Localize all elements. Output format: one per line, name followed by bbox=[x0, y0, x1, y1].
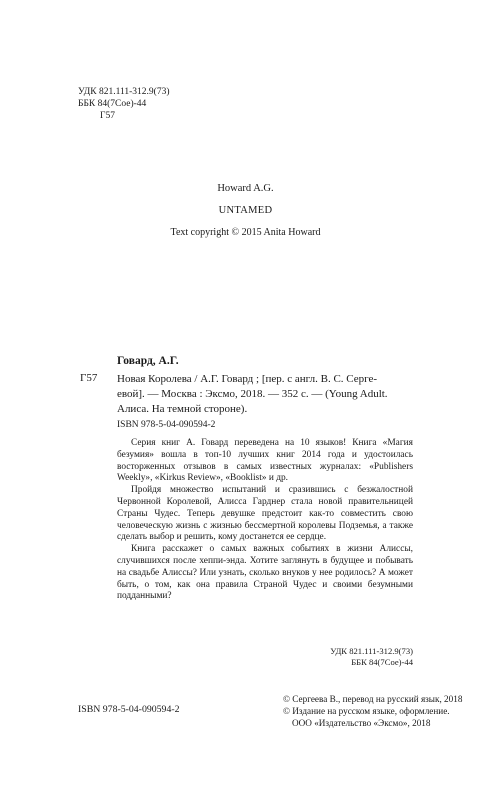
annotation-paragraph-1: Серия книг А. Говард переведена на 10 языков! Книга «Магия безумия» вошла в топ-10 лучших книг 2014 года и удостоилась восторженных отзывов в самых известных журналах: «Publishers Weekly», «Kirkus Review», «Booklist» и др. bbox=[117, 438, 413, 484]
original-author: Howard A.G. bbox=[217, 183, 274, 194]
rights-line-1: © Сергеева В., перевод на русский язык, 2018 bbox=[283, 694, 463, 704]
entry-author: Говард, А.Г. bbox=[117, 355, 179, 367]
rights-line-3: ООО «Издательство «Эксмо», 2018 bbox=[292, 718, 431, 728]
annotation-paragraph-3: Книга расскажет о самых важных событиях в жизни Алиссы, случившихся после хеппи-энда. Хотите заглянуть в будущее и побывать на свадьбе Алиссы? Или узнать, сколько внуков у нее родилось? А может быть, о том, как она правила Страной Чудес и своими безумными подданными? bbox=[117, 544, 413, 602]
udk-code-bottom: УДК 821.111-312.9(73) bbox=[330, 646, 413, 656]
original-copyright: Text copyright © 2015 Anita Howard bbox=[170, 227, 321, 238]
footer-isbn: ISBN 978-5-04-090594-2 bbox=[78, 704, 180, 715]
entry-line-3: Алиса. На темной стороне). bbox=[117, 403, 248, 415]
annotation-paragraph-2: Пройдя множество испытаний и сразившись с безжалостной Червонной Королевой, Алисса Гарднер стала новой правительницей Страны Чудес. Теперь девушке предстоит как-то совместить свою человеческую жизнь с жизнью бессмертной королевы Подземья, а также сделать выбор и решить, кому достанется ее сердце. bbox=[117, 485, 413, 543]
original-title: UNTAMED bbox=[218, 205, 273, 216]
udk-code: УДК 821.111-312.9(73) bbox=[78, 87, 170, 97]
classification-block-bottom bbox=[300, 646, 413, 669]
author-mark: Г57 bbox=[100, 111, 115, 121]
entry-line-1: Новая Королева / А.Г. Говард ; [пер. с англ. В. С. Серге- bbox=[117, 373, 378, 385]
classification-block bbox=[78, 86, 170, 122]
entry-isbn: ISBN 978-5-04-090594-2 bbox=[117, 420, 216, 430]
rights-line-2: © Издание на русском языке, оформление. bbox=[283, 706, 450, 716]
entry-line-2: евой]. — Москва : Эксмо, 2018. — 352 с. — (Young Adult. bbox=[117, 388, 388, 400]
bibliographic-entry bbox=[117, 372, 413, 417]
entry-author-mark: Г57 bbox=[80, 372, 98, 384]
annotation bbox=[117, 438, 413, 603]
bbk-code: ББК 84(7Сое)-44 bbox=[78, 99, 147, 109]
bbk-code-bottom: ББК 84(7Сое)-44 bbox=[351, 657, 413, 668]
rights-notice bbox=[283, 693, 463, 729]
